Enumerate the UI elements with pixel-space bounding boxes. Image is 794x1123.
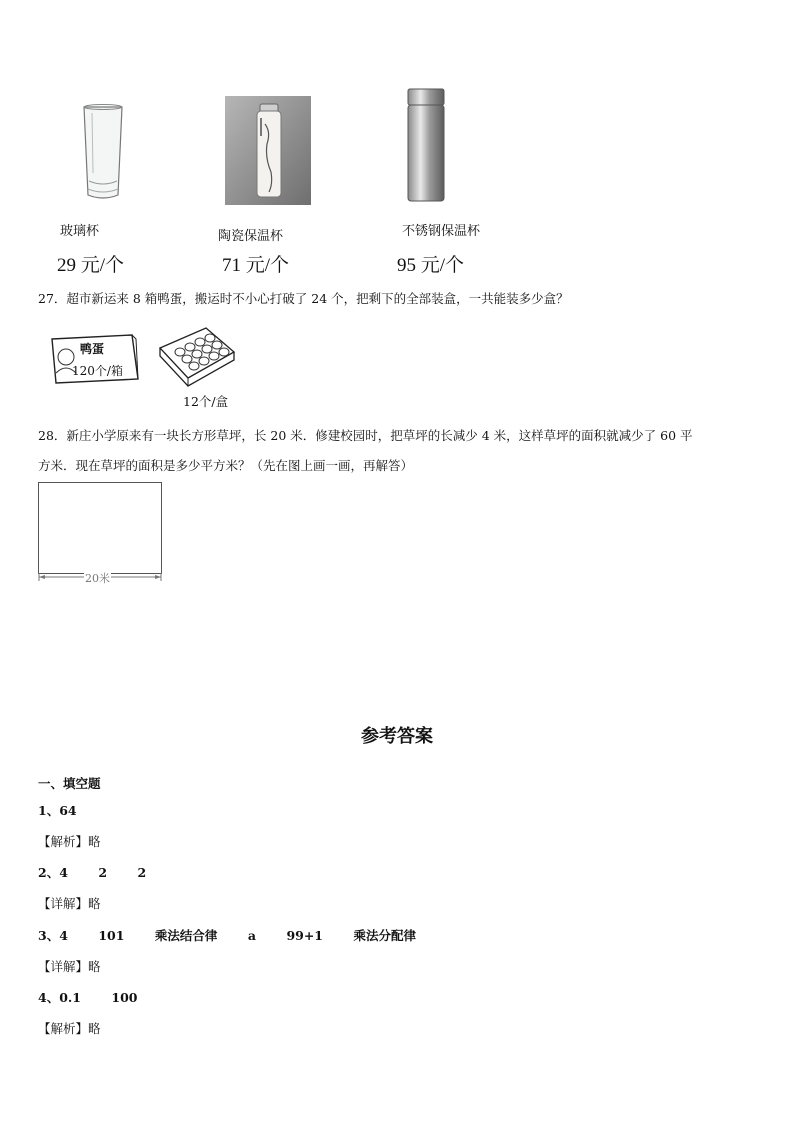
answer-1-note: 【解析】略 <box>38 834 101 849</box>
egg-tray-icon <box>158 326 238 388</box>
answer-2-note: 【详解】略 <box>38 896 101 911</box>
duck-egg-crate <box>48 333 140 385</box>
question-28-line-1: 28．新庄小学原来有一块长方形草坪，长 20 米．修建校园时，把草坪的长减少 4 米，这样草坪的面积就减少了 60 平 <box>38 428 693 443</box>
answer-4: 4、0.1 100 <box>38 990 138 1005</box>
product-name: 陶瓷保温杯 <box>218 229 284 244</box>
lawn-rectangle[interactable] <box>38 482 162 574</box>
product-name: 不锈钢保温杯 <box>402 224 481 239</box>
egg-tray <box>158 326 238 388</box>
product-name: 玻璃杯 <box>60 224 100 239</box>
crate-label-rate: 120个/箱 <box>72 364 123 378</box>
answer-4-note: 【解析】略 <box>38 1021 101 1036</box>
product-price: 71 元/个 <box>222 255 290 276</box>
answer-3-note: 【详解】略 <box>38 959 101 974</box>
ceramic-thermos-icon <box>225 96 311 205</box>
answers-title: 参考答案 <box>361 726 433 747</box>
steel-thermos-icon <box>404 87 448 205</box>
question-28-line-2: 方米．现在草坪的面积是多少平方米？（先在图上画一画，再解答） <box>38 458 414 473</box>
answer-2: 2、4 2 2 <box>38 865 147 880</box>
answers-section: 一、填空题 <box>38 776 101 791</box>
answer-1: 1、64 <box>38 803 77 818</box>
answer-3: 3、4 101 乘法结合律 a 99+1 乘法分配律 <box>38 928 416 943</box>
product-price: 29 元/个 <box>57 255 125 276</box>
product-price: 95 元/个 <box>397 255 465 276</box>
glass-cup-icon <box>78 103 128 203</box>
crate-label-title: 鸭蛋 <box>80 342 105 356</box>
question-27-text: 27．超市新运来 8 箱鸭蛋，搬运时不小心打破了 24 个，把剩下的全部装盒，一共能装多少盒？ <box>38 291 569 306</box>
tray-label: 12个/盒 <box>183 394 229 409</box>
dimension-label: 20米 <box>85 572 110 585</box>
